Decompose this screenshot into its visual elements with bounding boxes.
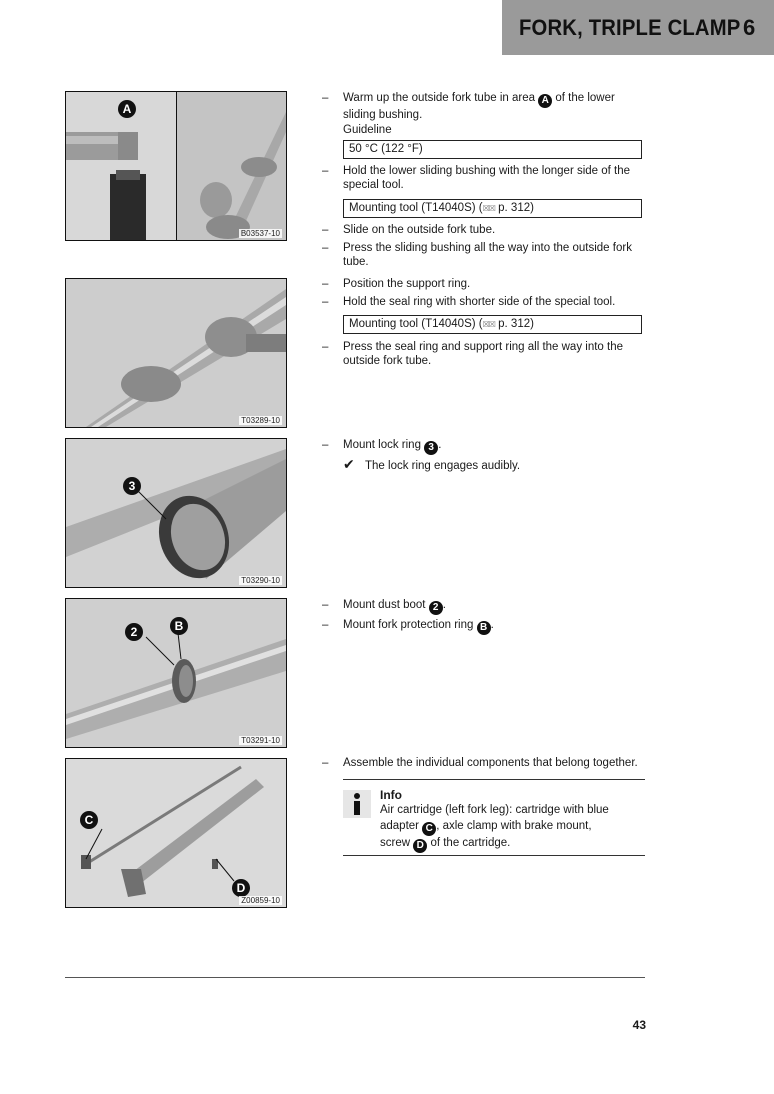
figure-heat-outer-tube bbox=[65, 91, 287, 241]
callout-badge: C bbox=[422, 822, 436, 836]
tool-reference: Mounting tool (T14040S) (☒☒ p. 312) bbox=[343, 315, 642, 334]
step-press-bushing bbox=[322, 241, 646, 269]
bullet-dash: – bbox=[322, 242, 329, 254]
figure-caption: T03291-10 bbox=[241, 736, 280, 745]
info-text: Air cartridge (left fork leg): cartridge with blue adapter C , axle clamp with brake mount, screw D of the cartridge. bbox=[380, 804, 609, 851]
step-text: Hold the lower sliding bushing with the longer side of the special tool. bbox=[343, 165, 631, 191]
footer-divider bbox=[65, 977, 645, 978]
figure-caption: T03289-10 bbox=[241, 416, 280, 425]
figure-caption: B03537-10 bbox=[240, 229, 280, 238]
callout-badge: A bbox=[538, 94, 552, 108]
step-hold-seal bbox=[322, 295, 646, 309]
chapter-title: FORK, TRIPLE CLAMP bbox=[519, 15, 741, 40]
bullet-dash: – bbox=[322, 224, 329, 236]
callout-badge: D bbox=[232, 879, 250, 897]
bullet-dash: – bbox=[322, 619, 329, 631]
step-assemble bbox=[322, 756, 646, 770]
step-text: Mount dust boot 2 . bbox=[343, 599, 446, 613]
callout-badge: B bbox=[477, 621, 491, 635]
step-text: Mount lock ring 3 . bbox=[343, 439, 442, 453]
step-text: Assemble the individual components that belong together. bbox=[343, 757, 638, 769]
bullet-dash: – bbox=[322, 296, 329, 308]
step-press-seal bbox=[322, 340, 646, 368]
chapter-header bbox=[502, 0, 774, 55]
bullet-dash: – bbox=[322, 599, 329, 611]
chapter-number: 6 bbox=[743, 15, 756, 40]
step-protection-ring bbox=[322, 618, 646, 635]
figure-illustration bbox=[66, 439, 286, 587]
guideline-label: Guideline bbox=[343, 124, 392, 136]
step-text: Mount fork protection ring B . bbox=[343, 619, 494, 633]
page-number: 43 bbox=[632, 1018, 646, 1032]
callout-badge: C bbox=[80, 811, 98, 829]
info-title: Info bbox=[380, 788, 402, 802]
callout-badge: 3 bbox=[123, 477, 141, 495]
figure-illustration bbox=[66, 759, 286, 907]
callout-badge: 3 bbox=[424, 441, 438, 455]
figure-caption: T03290-10 bbox=[241, 576, 280, 585]
guideline-value: 50 °C (122 °F) bbox=[343, 140, 642, 159]
figure-illustration bbox=[66, 92, 286, 240]
callout-badge: D bbox=[413, 839, 427, 853]
page-reference-icon: ☒☒ bbox=[482, 320, 495, 329]
bullet-dash: – bbox=[322, 165, 329, 177]
bullet-dash: – bbox=[322, 92, 329, 104]
step-text: Position the support ring. bbox=[343, 278, 471, 290]
bullet-dash: – bbox=[322, 341, 329, 353]
step-lock-ring bbox=[322, 438, 646, 455]
step-text: Press the sliding bushing all the way into the outside fork tube. bbox=[343, 242, 632, 268]
bullet-dash: – bbox=[322, 757, 329, 769]
step-text: Press the seal ring and support ring all the way into the outside fork tube. bbox=[343, 341, 623, 367]
checkmark-icon: ✔ bbox=[343, 456, 355, 472]
info-icon bbox=[343, 790, 371, 818]
step-result: ✔ The lock ring engages audibly. bbox=[343, 456, 521, 472]
step-dust-boot bbox=[322, 598, 646, 615]
step-hold-bushing bbox=[322, 164, 646, 192]
step-warm-tube bbox=[322, 91, 646, 122]
bullet-dash: – bbox=[322, 278, 329, 290]
figure-illustration bbox=[66, 279, 286, 427]
tool-reference: Mounting tool (T14040S) (☒☒ p. 312) bbox=[343, 199, 642, 218]
figure-dust-boot bbox=[65, 598, 287, 748]
step-text: Hold the seal ring with shorter side of the special tool. bbox=[343, 296, 616, 308]
callout-badge: B bbox=[170, 617, 188, 635]
step-text: Warm up the outside fork tube in area A of the lower sliding bushing. bbox=[343, 92, 615, 121]
callout-badge: 2 bbox=[125, 623, 143, 641]
step-position-ring bbox=[322, 277, 646, 291]
bullet-dash: – bbox=[322, 439, 329, 451]
step-text: Slide on the outside fork tube. bbox=[343, 224, 496, 236]
page-reference-icon: ☒☒ bbox=[482, 204, 495, 213]
step-slide-tube bbox=[322, 223, 646, 237]
callout-badge: A bbox=[118, 100, 136, 118]
figure-caption: Z00859-10 bbox=[241, 896, 280, 905]
figure-lock-ring bbox=[65, 438, 287, 588]
info-note bbox=[343, 779, 645, 856]
callout-badge: 2 bbox=[429, 601, 443, 615]
figure-components bbox=[65, 758, 287, 908]
figure-press-seal-ring bbox=[65, 278, 287, 428]
